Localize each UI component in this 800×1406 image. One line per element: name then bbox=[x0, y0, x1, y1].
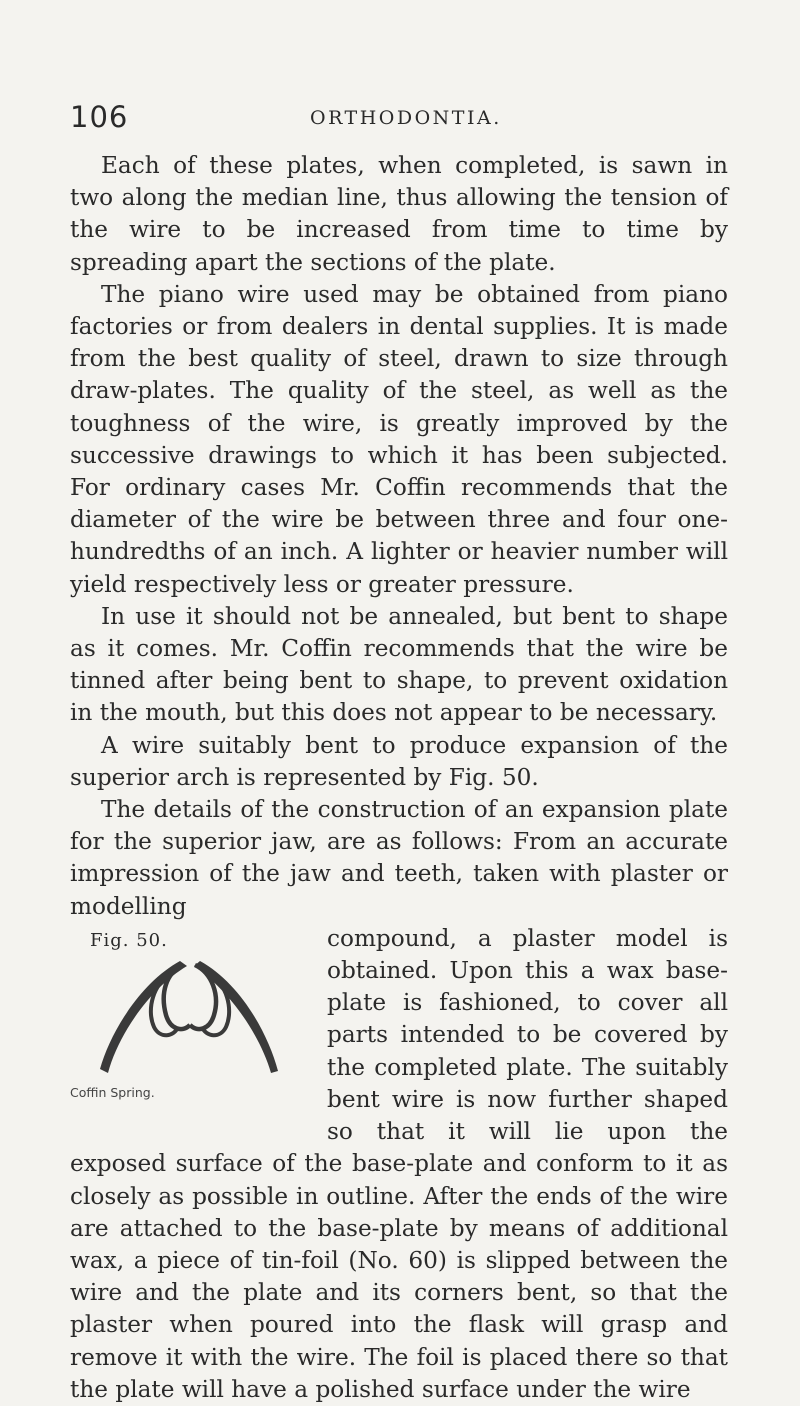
paragraph-5: The details of the construction of an expansion plate for the superior jaw, are as follows: From an accurate impression of the jaw and teeth, taken with plaster or modelling bbox=[70, 796, 728, 920]
paragraph-3: In use it should not be annealed, but bent to shape as it comes. Mr. Coffin recommends that the wire be tinned after being bent to shape, to prevent oxidation in the mouth, but this does not appear to be necessary. bbox=[70, 602, 728, 727]
figure-50 bbox=[70, 925, 318, 1117]
body-text bbox=[70, 150, 728, 1406]
page-header bbox=[70, 100, 730, 140]
running-head: ORTHODONTIA. bbox=[310, 107, 502, 129]
paragraph-1: Each of these plates, when completed, is sawn in two along the median line, thus allowing the tension of the wire to be increased from time to time by spreading apart the sections of the plate. bbox=[70, 152, 728, 276]
paragraph-5-continued: compound, a plaster model is obtained. Upon this a wax base-plate is fashioned, to cover all parts intended to be covered by the completed plate. The suitably bent wire is now further shaped so that it will lie upon the exposed surface of the base-plate and conform to it as closely as possible in outline. After the ends of the wire are attached to the base-plate by means of additional wax, a piece of tin-foil (No. 60) is slipped between the wire and the plate and its corners bent, so that the plaster when poured into the flask will grasp and remove it with the wire. The foil is placed there so that the plate will have a polished surface under the wire bbox=[70, 924, 728, 1403]
paragraph-2: The piano wire used may be obtained from piano factories or from dealers in dental supplies. It is made from the best quality of steel, drawn to size through draw-plates. The quality of the steel, as well as the toughness of the wire, is greatly improved by the successive drawings to which it has been subjected. For ordinary cases Mr. Coffin recommends that the diameter of the wire be between three and four one-hundredths of an inch. A lighter or heavier number will yield respectively less or greater pressure. bbox=[70, 280, 728, 598]
page-number: 106 bbox=[70, 100, 129, 134]
arch-right-outer bbox=[194, 961, 278, 1073]
figure-label: Fig. 50. bbox=[90, 929, 168, 951]
coffin-spring-drawing bbox=[70, 953, 318, 1081]
paragraph-4: A wire suitably bent to produce expansion of the superior arch is represented by Fig. 50. bbox=[70, 731, 728, 791]
figure-caption: Coffin Spring. bbox=[70, 1084, 155, 1100]
arch-left-outer bbox=[100, 961, 187, 1073]
